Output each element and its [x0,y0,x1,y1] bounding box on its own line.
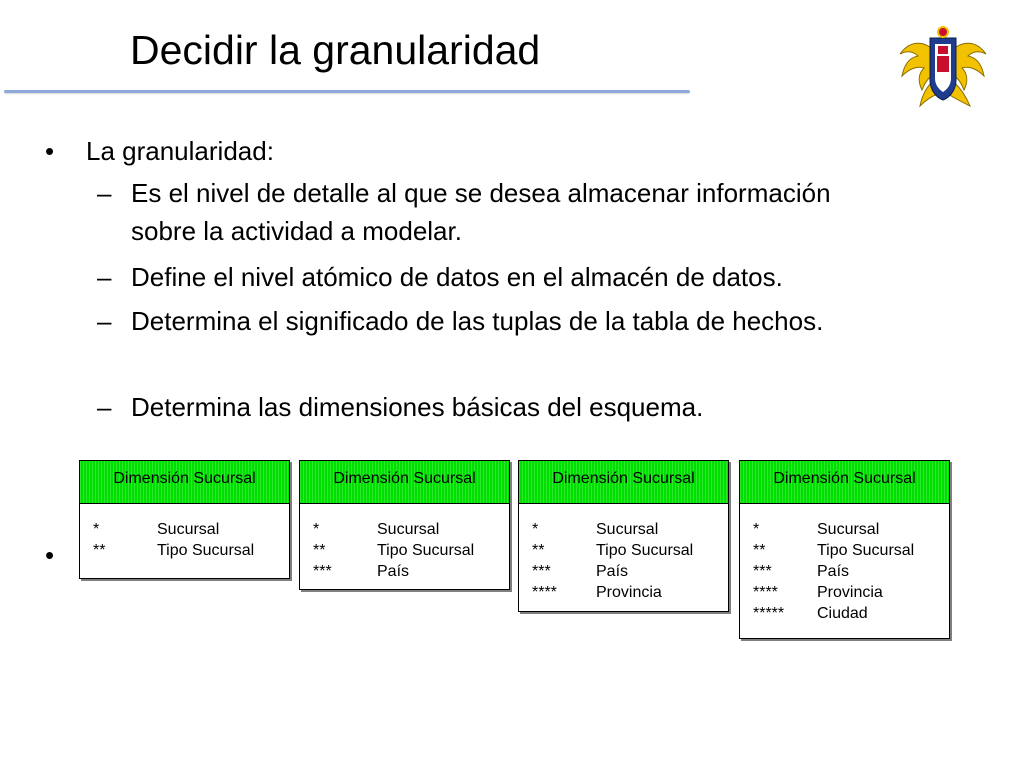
row-level-stars: *** [532,563,551,580]
subitem-3-dash: – [97,306,112,336]
row-field-name: Provincia [596,584,662,601]
subitem-3-text: Determina el significado de las tuplas de la tabla de hechos. [131,306,824,336]
table-body [80,504,289,578]
row-field-name: Tipo Sucursal [596,542,694,559]
table-header [519,461,728,504]
table-row [740,561,949,582]
row-field-name: Provincia [817,584,883,601]
table-row [300,561,509,582]
row-level-stars: * [93,521,100,538]
row-level-stars: ** [532,542,545,559]
row-field-name: País [817,563,850,580]
university-crest-icon [896,22,990,112]
dimension-table-4 [739,460,950,639]
title-underline [4,90,690,93]
table-header-label: Dimensión Sucursal [333,470,476,487]
table-row [740,519,949,540]
table-row [519,519,728,540]
table-row [519,582,728,603]
subitem-1-text: Es el nivel de detalle al que se desea almacenar información sobre la actividad a modelar. [131,178,831,246]
row-field-name: Sucursal [817,521,880,538]
crest-top-ornament [938,27,948,37]
row-field-name: País [596,563,629,580]
row-level-stars: ***** [753,605,785,622]
crest-shield [930,38,956,100]
row-field-name: Ciudad [817,605,868,622]
table-header [80,461,289,504]
row-level-stars: ** [753,542,766,559]
table-header [740,461,949,504]
bullet-1-text: La granularidad: [86,136,274,166]
bullet-2-glyph: • [45,540,55,570]
row-level-stars: ** [93,542,106,559]
table-header-label: Dimensión Sucursal [113,470,256,487]
row-level-stars: *** [753,563,772,580]
table-row [740,540,949,561]
row-field-name: Tipo Sucursal [817,542,915,559]
row-level-stars: * [532,521,539,538]
dimension-table-2 [299,460,510,590]
table-header [300,461,509,504]
table-header-label: Dimensión Sucursal [773,470,916,487]
row-level-stars: **** [753,584,778,601]
table-row [519,540,728,561]
dimension-table-1 [79,460,290,579]
table-header-label: Dimensión Sucursal [552,470,695,487]
row-level-stars: ** [313,542,326,559]
row-field-name: Tipo Sucursal [157,542,255,559]
table-body [740,504,949,638]
subitem-2-dash: – [97,262,112,292]
subitem-1-dash: – [97,178,112,208]
table-row [740,603,949,624]
table-row [300,540,509,561]
table-row [519,561,728,582]
dimension-table-3 [518,460,729,612]
subitem-4-text: Determina las dimensiones básicas del esquema. [131,392,704,422]
table-row [80,519,289,540]
table-row [300,519,509,540]
row-field-name: Tipo Sucursal [377,542,475,559]
row-field-name: Sucursal [157,521,220,538]
row-level-stars: * [313,521,320,538]
row-field-name: Sucursal [377,521,440,538]
row-field-name: Sucursal [596,521,659,538]
bullet-1-glyph: • [45,136,55,166]
row-level-stars: *** [313,563,332,580]
row-level-stars: * [753,521,760,538]
subitem-2-text: Define el nivel atómico de datos en el almacén de datos. [131,262,783,292]
row-field-name: País [377,563,410,580]
table-body [300,504,509,589]
row-level-stars: **** [532,584,557,601]
slide-title: Decidir la granularidad [130,27,541,73]
table-body [519,504,728,611]
table-row [80,540,289,561]
subitem-4-dash: – [97,392,112,422]
table-row [740,582,949,603]
